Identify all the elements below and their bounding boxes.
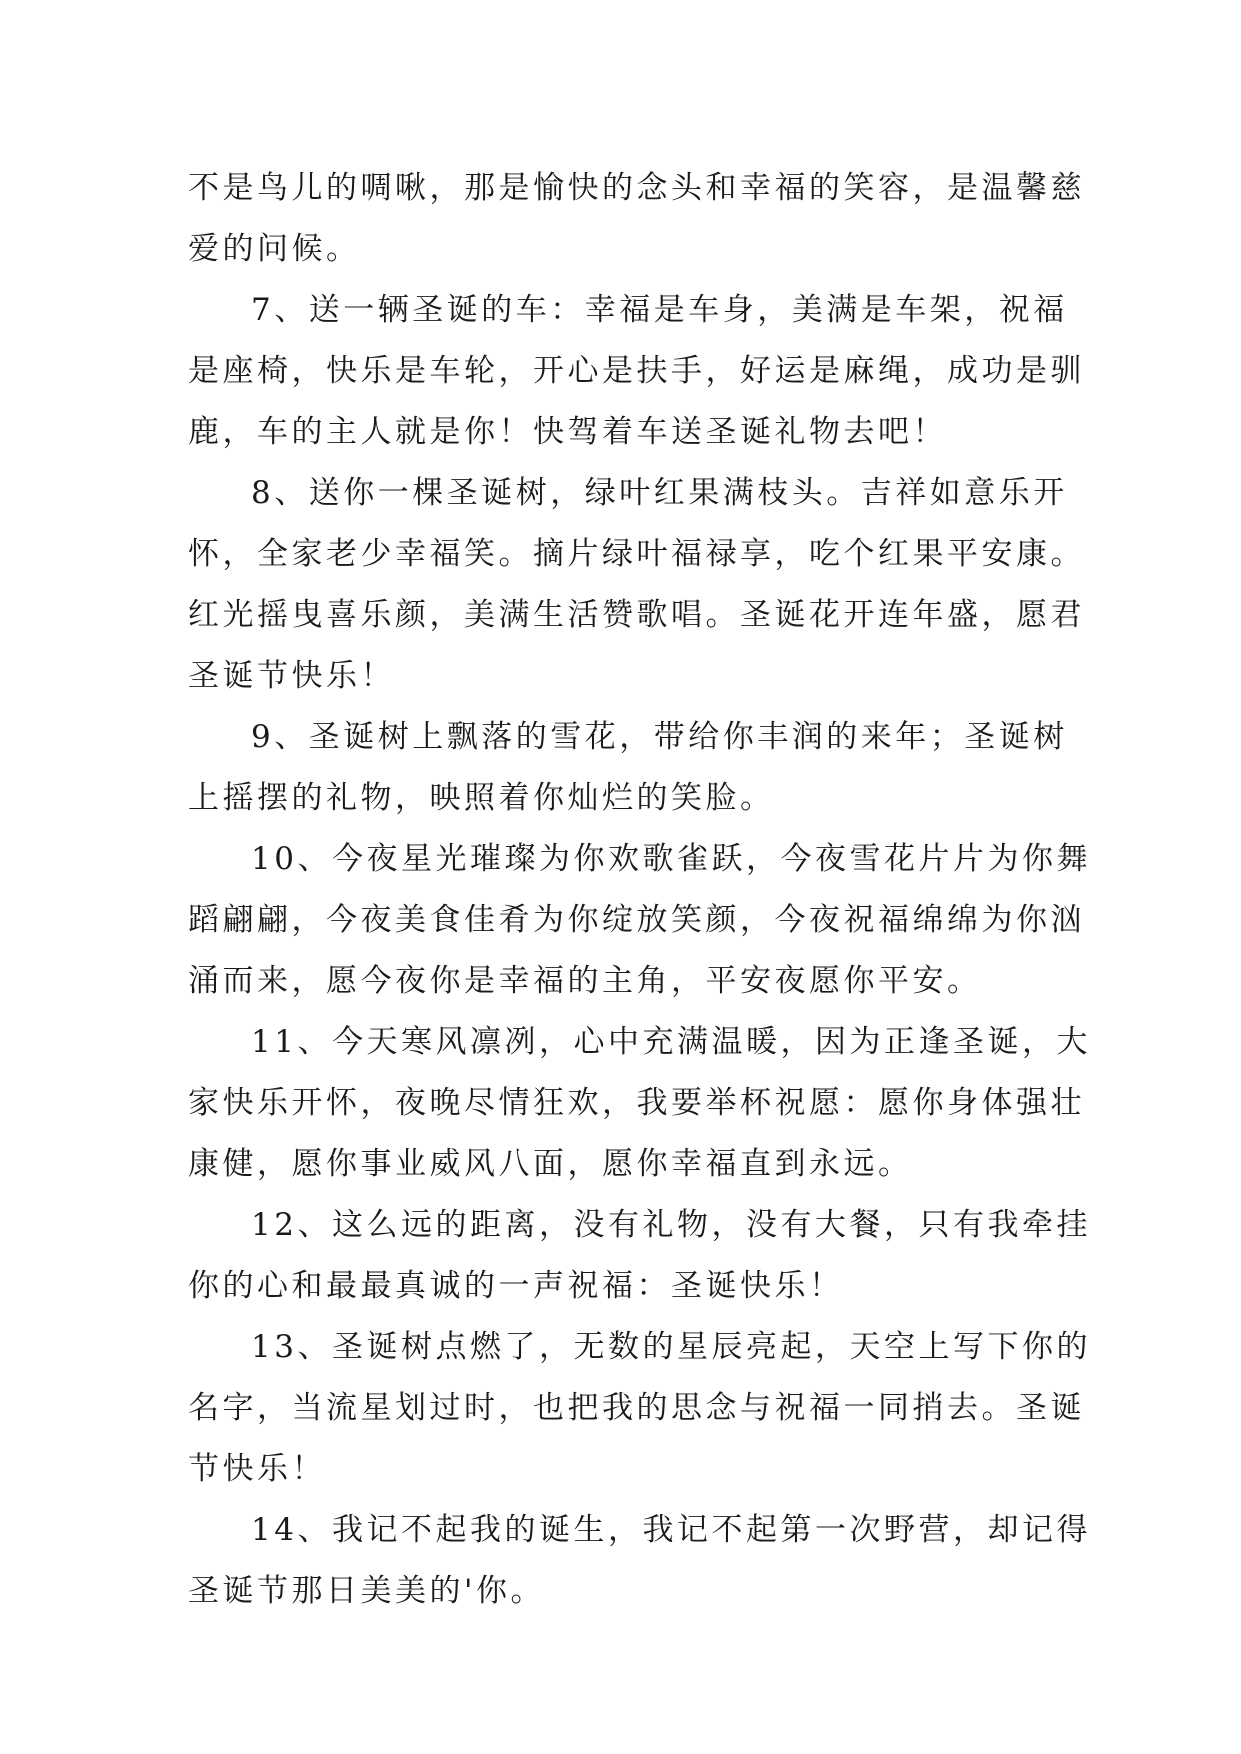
paragraph-12-line: 12、这么远的距离，没有礼物，没有大餐，只有我牵挂 (251, 1207, 1091, 1243)
text-line: 节快乐！ (188, 1451, 326, 1487)
text-line: 康健，愿你事业威风八面，愿你幸福直到永远。 (188, 1146, 913, 1182)
paragraph-8-line: 8、送你一棵圣诞树，绿叶红果满枝头。吉祥如意乐开 (251, 475, 1068, 511)
text-line: 鹿，车的主人就是你！快驾着车送圣诞礼物去吧！ (188, 414, 947, 450)
text-line: 爱的问候。 (188, 231, 361, 267)
text-line: 蹈翩翩，今夜美食佳肴为你绽放笑颜，今夜祝福绵绵为你汹 (188, 902, 1085, 938)
paragraph-11-line: 11、今天寒风凛冽，心中充满温暖，因为正逢圣诞，大 (251, 1024, 1091, 1060)
text-line: 不是鸟儿的啁啾，那是愉快的念头和幸福的笑容，是温馨慈 (188, 170, 1085, 206)
text-line: 怀，全家老少幸福笑。摘片绿叶福禄享，吃个红果平安康。 (188, 536, 1085, 572)
paragraph-14-line: 14、我记不起我的诞生，我记不起第一次野营，却记得 (251, 1512, 1091, 1548)
text-line: 你的心和最最真诚的一声祝福：圣诞快乐！ (188, 1268, 844, 1304)
text-line: 涌而来，愿今夜你是幸福的主角，平安夜愿你平安。 (188, 963, 982, 999)
paragraph-9-line: 9、圣诞树上飘落的雪花，带给你丰润的来年；圣诞树 (251, 719, 1068, 755)
text-line: 红光摇曳喜乐颜，美满生活赞歌唱。圣诞花开连年盛，愿君 (188, 597, 1085, 633)
document-body (188, 158, 1091, 1622)
paragraph-13-line: 13、圣诞树点燃了，无数的星辰亮起，天空上写下你的 (251, 1329, 1091, 1365)
text-line: 家快乐开怀，夜晚尽情狂欢，我要举杯祝愿：愿你身体强壮 (188, 1085, 1085, 1121)
text-line: 上摇摆的礼物，映照着你灿烂的笑脸。 (188, 780, 775, 816)
paragraph-10-line: 10、今夜星光璀璨为你欢歌雀跃，今夜雪花片片为你舞 (251, 841, 1091, 877)
text-line: 圣诞节快乐！ (188, 658, 395, 694)
text-line: 名字，当流星划过时，也把我的思念与祝福一同捎去。圣诞 (188, 1390, 1085, 1426)
paragraph-7-line: 7、送一辆圣诞的车：幸福是车身，美满是车架，祝福 (251, 292, 1068, 328)
text-line: 圣诞节那日美美的'你。 (188, 1573, 546, 1609)
text-line: 是座椅，快乐是车轮，开心是扶手，好运是麻绳，成功是驯 (188, 353, 1085, 389)
